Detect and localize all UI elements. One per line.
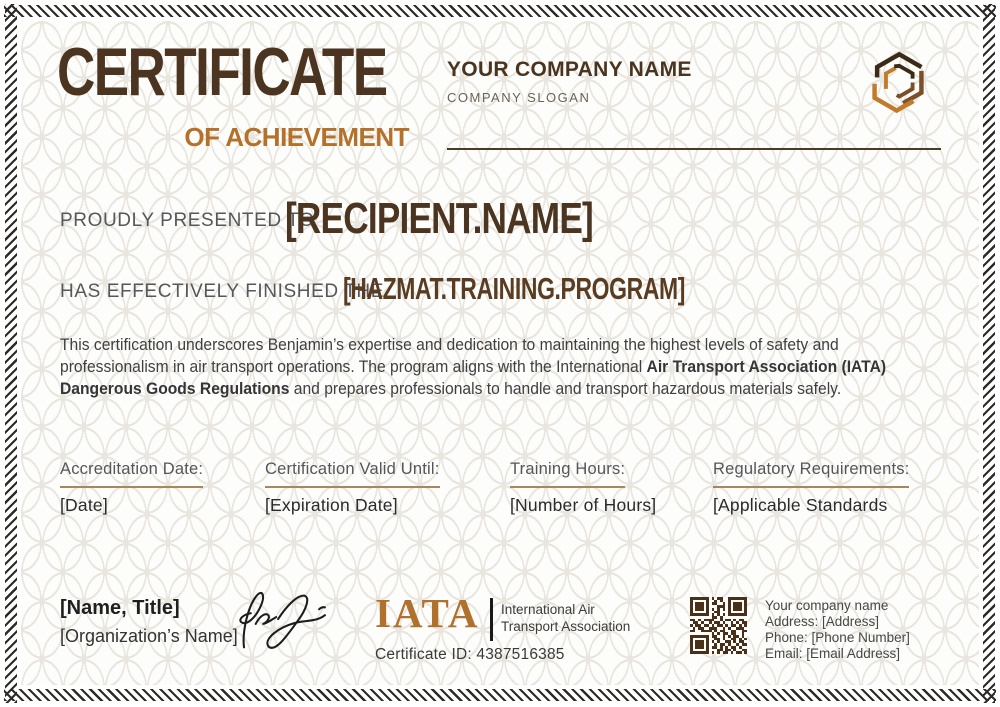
contact-address: Address: [Address] (765, 614, 880, 629)
hexagon-logo-icon (866, 50, 930, 125)
detail-valid-until (265, 460, 510, 516)
iata-divider-bar (490, 598, 493, 641)
detail-value: [Date] (60, 495, 108, 515)
signature-scribble-icon (224, 583, 342, 666)
contact-phone: Phone: [Phone Number] (765, 630, 910, 645)
detail-value: [Applicable Standards (713, 495, 888, 515)
detail-regulatory-requirements (713, 460, 909, 516)
detail-training-hours (510, 460, 713, 516)
signatory-organization: [Organization’s Name] (60, 626, 238, 646)
details-row (60, 460, 909, 516)
description-bold: Air Transport Association (IATA) Dangerous Goods Regulations (60, 357, 887, 398)
detail-accreditation-date (60, 460, 265, 516)
signatory-name: [Name, Title] (60, 597, 180, 619)
contact-email: Email: [Email Address] (765, 646, 901, 661)
detail-label: Certification Valid Until: (265, 460, 440, 488)
qr-code-icon (690, 597, 747, 654)
detail-value: [Expiration Date] (265, 495, 398, 515)
contact-company-name: Your company name (765, 598, 889, 613)
header-divider (447, 148, 941, 150)
company-slogan: COMPANY SLOGAN (447, 90, 591, 105)
program-name: [HAZMAT.TRAINING.PROGRAM] (343, 271, 686, 306)
stitch-border-top (4, 5, 996, 17)
certificate-title: CERTIFICATE (57, 34, 387, 110)
stitch-border-bottom (4, 689, 996, 701)
stitch-border-right (983, 4, 995, 703)
iata-logo: IATA (375, 590, 480, 636)
finished-the-label: HAS EFFECTIVELY FINISHED THE (60, 281, 385, 302)
iata-association-text (501, 601, 630, 635)
detail-label: Accreditation Date: (60, 460, 203, 488)
detail-value: [Number of Hours] (510, 495, 657, 515)
certificate-id: Certificate ID: 4387516385 (375, 646, 565, 663)
detail-label: Regulatory Requirements: (713, 460, 909, 488)
detail-label: Training Hours: (510, 460, 625, 488)
company-contact-block (765, 598, 910, 662)
description-paragraph (60, 334, 934, 400)
certificate-subtitle: OF ACHIEVEMENT (184, 122, 409, 152)
company-name: YOUR COMPANY NAME (447, 58, 692, 81)
stitch-border-left (5, 4, 17, 703)
description-part2: and prepares professionals to handle and transport hazardous materials safely. (289, 379, 842, 398)
recipient-name: [RECIPIENT.NAME] (285, 194, 593, 243)
iata-line1: International Air (501, 602, 595, 617)
iata-line2: Transport Association (501, 619, 631, 634)
presented-to-label: PROUDLY PRESENTED TO (60, 210, 315, 231)
description-part1: This certification underscores Benjamin’s expertise and dedication to maintaining the highest levels of safety and professionalism in air transport operations. The program aligns with the International (60, 335, 839, 376)
